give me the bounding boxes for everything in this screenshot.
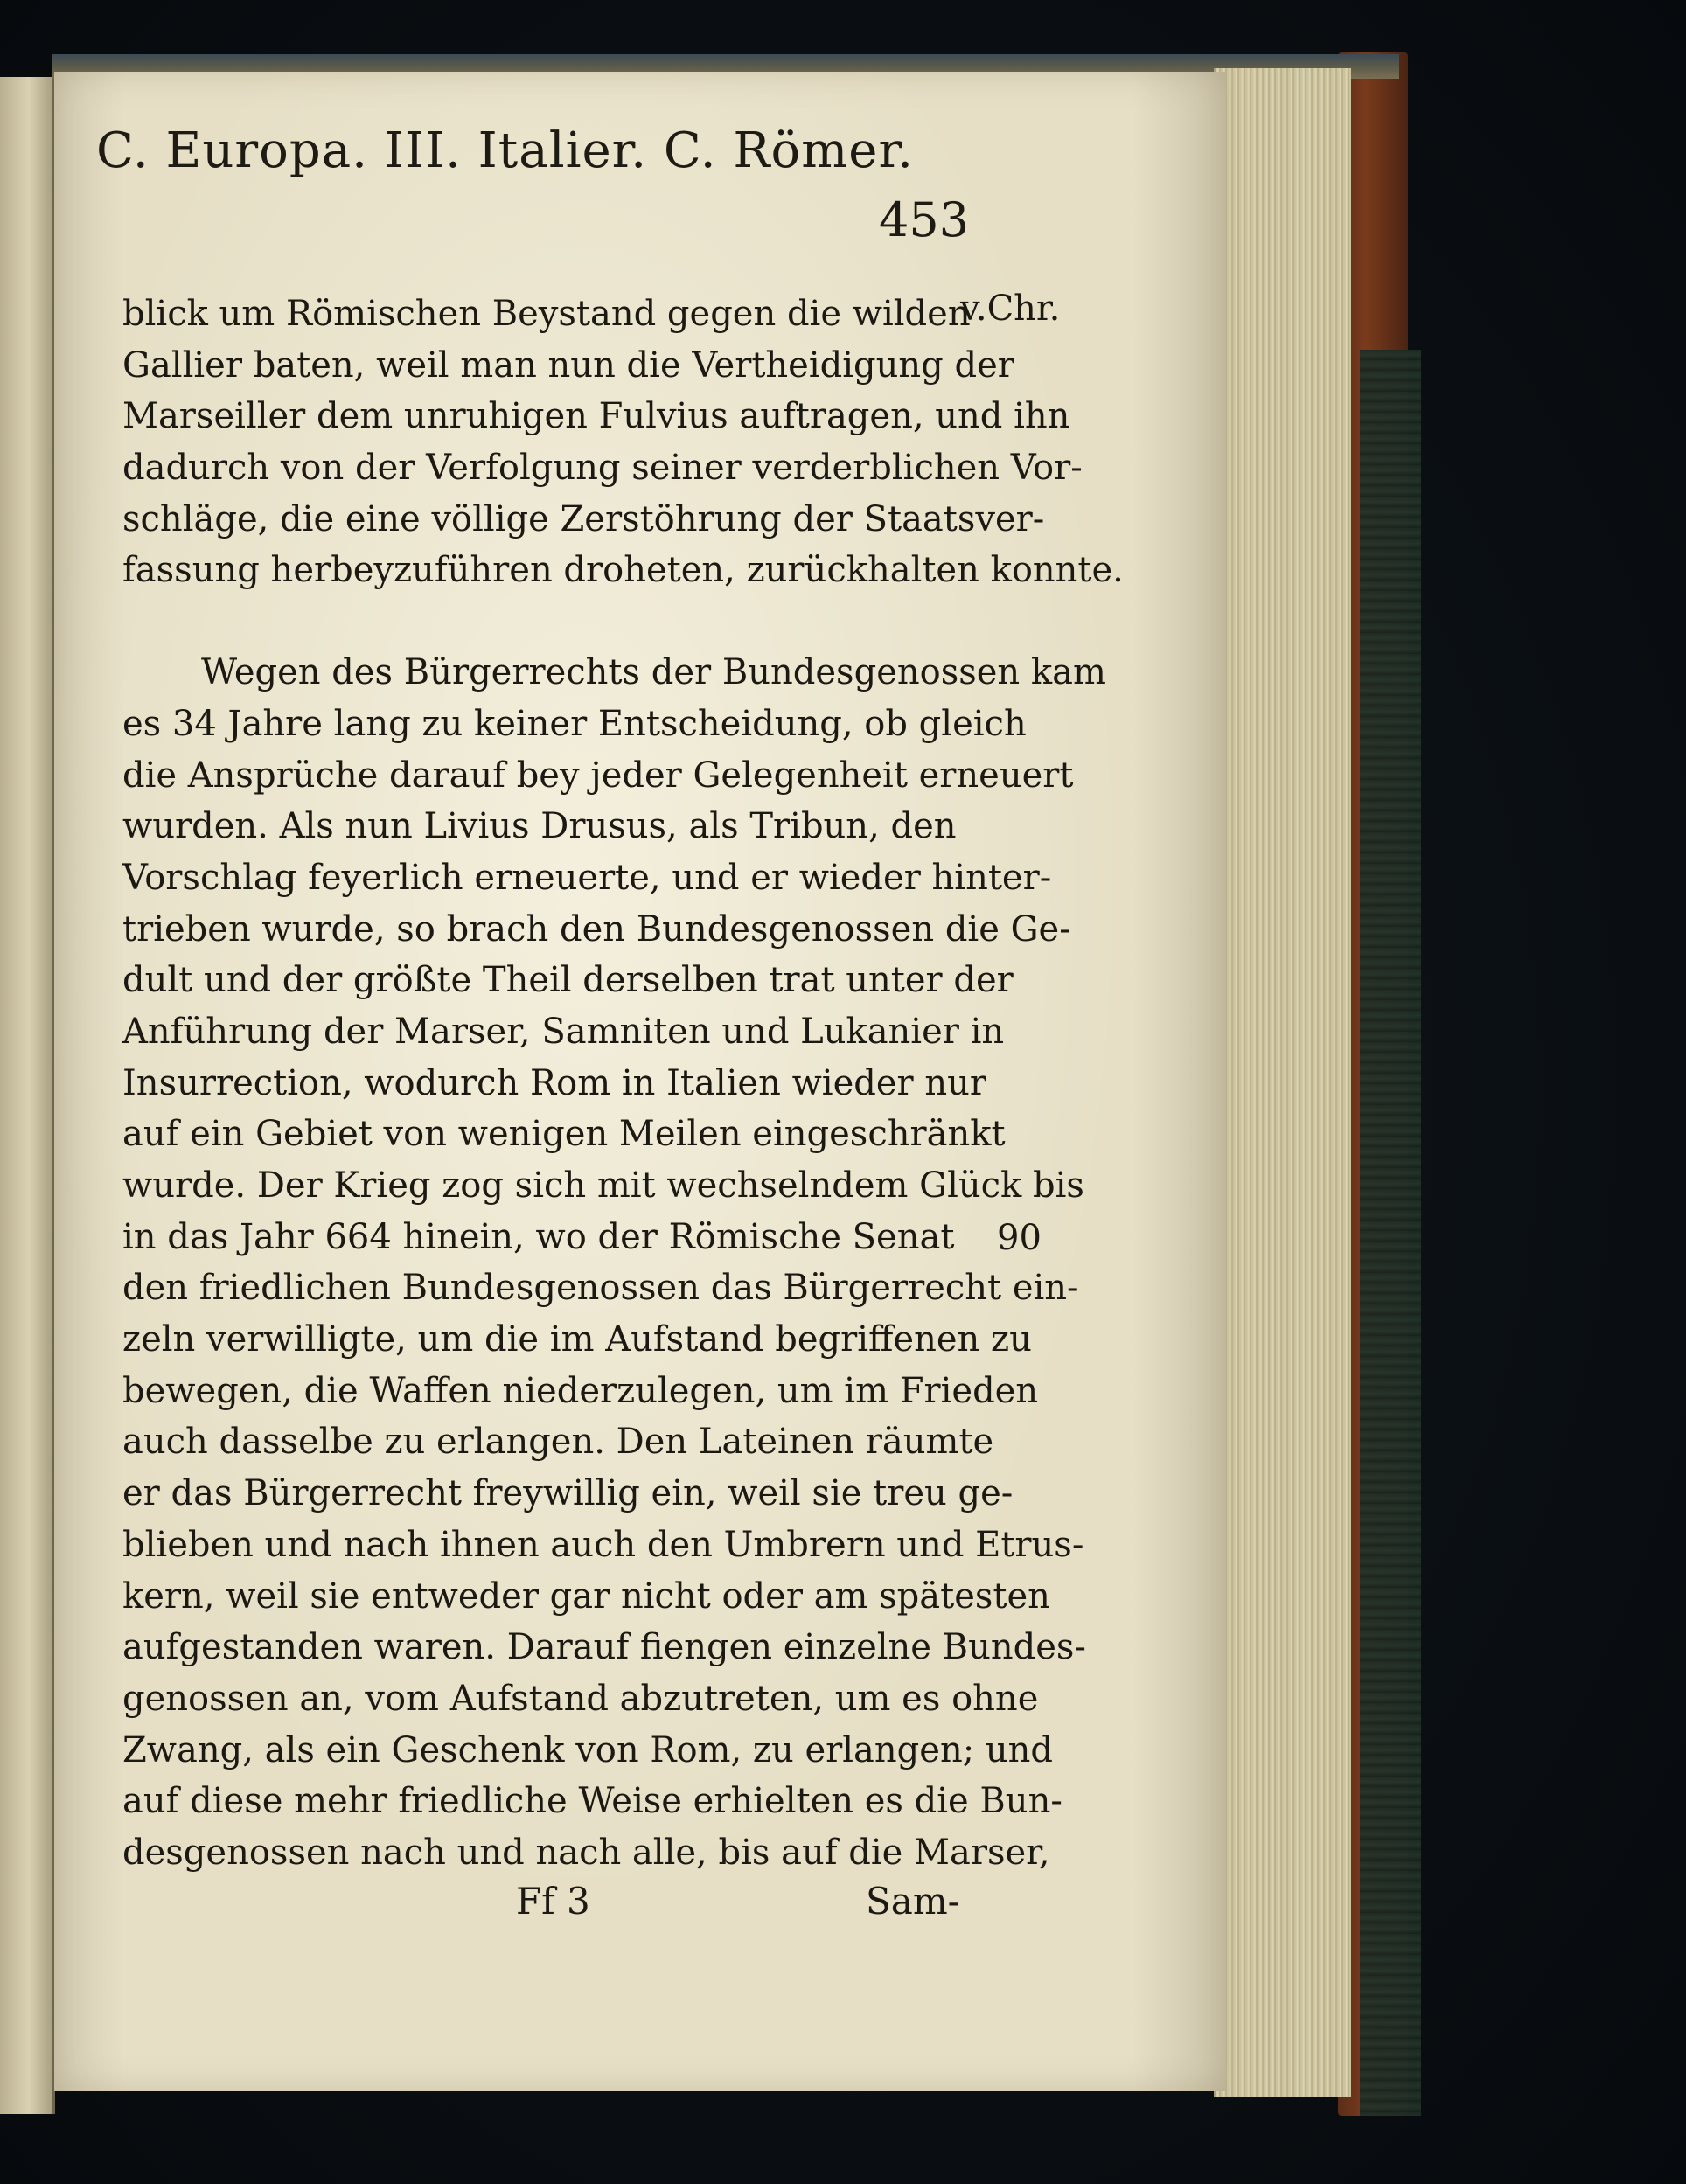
text-line: die Ansprüche darauf bey jeder Gelegenheit erneuert [122,755,1074,796]
text-line: Zwang, als ein Geschenk von Rom, zu erlangen; und [122,1729,1054,1770]
text-line: auf diese mehr friedliche Weise erhielten es die Bun- [122,1781,1062,1822]
text-line: dult und der größte Theil derselben trat unter der [122,960,1014,1001]
text-line: trieben wurde, so brach den Bundesgenossen die Ge- [122,908,1071,949]
text-line: aufgestanden waren. Darauf fiengen einzelne Bundes- [122,1627,1086,1668]
page-block-edges [1214,68,1351,2097]
text-line: Gallier baten, weil man nun die Vertheidigung der [122,344,1014,386]
text-line: blick um Römischen Beystand gegen die wilden [122,294,971,334]
text-line: desgenossen nach und nach alle, bis auf die Marser, [122,1832,1050,1873]
text-line: wurde. Der Krieg zog sich mit wechselndem Glück bis [122,1165,1084,1206]
text-line: dadurch von der Verfolgung seiner verderblichen Vor- [122,448,1083,489]
text-line: auch dasselbe zu erlangen. Den Lateinen räumte [122,1422,994,1463]
paragraph-gap [122,596,953,647]
text-line: kern, weil sie entweder gar nicht oder am spätesten [122,1575,1050,1617]
text-line: auf ein Gebiet von wenigen Meilen eingeschränkt [122,1114,1006,1155]
page-number: 453 [879,192,970,247]
catchword: Sam- [866,1880,960,1923]
text-line: fassung herbeyzuführen droheten, zurückhalten konnte. [122,550,1124,591]
text-line: Anführung der Marser, Samniten und Lukanier in [122,1011,1005,1052]
text-line: blieben und nach ihnen auch den Umbrern und Etrus- [122,1524,1084,1565]
text-line: er das Bürgerrecht freywillig ein, weil sie treu ge- [122,1473,1014,1514]
signature-mark: Ff 3 [516,1880,590,1923]
text-line: Marseiller dem unruhigen Fulvius auftragen, und ihn [122,396,1070,437]
margin-note-era: v.Chr. [960,289,1061,329]
text-line: genossen an, vom Aufstand abzutreten, um es ohne [122,1678,1039,1719]
text-line: Insurrection, wodurch Rom in Italien wieder nur [122,1062,987,1103]
spine-cloth [1360,350,1421,2116]
text-line: den friedlichen Bundesgenossen das Bürgerrecht ein- [122,1268,1079,1309]
text-line: es 34 Jahre lang zu keiner Entscheidung, ob gleich [122,703,1027,744]
running-head: C. Europa. III. Italier. C. Römer. [96,122,914,179]
text-line: Wegen des Bürgerrechts der Bundesgenossen kam [201,652,1106,693]
previous-page-edge [0,77,55,2114]
text-line: Vorschlag feyerlich erneuerte, und er wieder hinter- [122,857,1052,898]
text-line: schläge, die eine völlige Zerstöhrung der Staatsver- [122,498,1045,539]
text-line: in das Jahr 664 hinein, wo der Römische Senat [122,1216,955,1257]
text-line: bewegen, die Waffen niederzulegen, um im Frieden [122,1370,1039,1411]
text-line: wurden. Als nun Livius Drusus, als Tribun, den [122,806,957,847]
text-line: zeln verwilligte, um die im Aufstand begriffenen zu [122,1319,1032,1360]
margin-note-year: 90 [997,1218,1042,1258]
